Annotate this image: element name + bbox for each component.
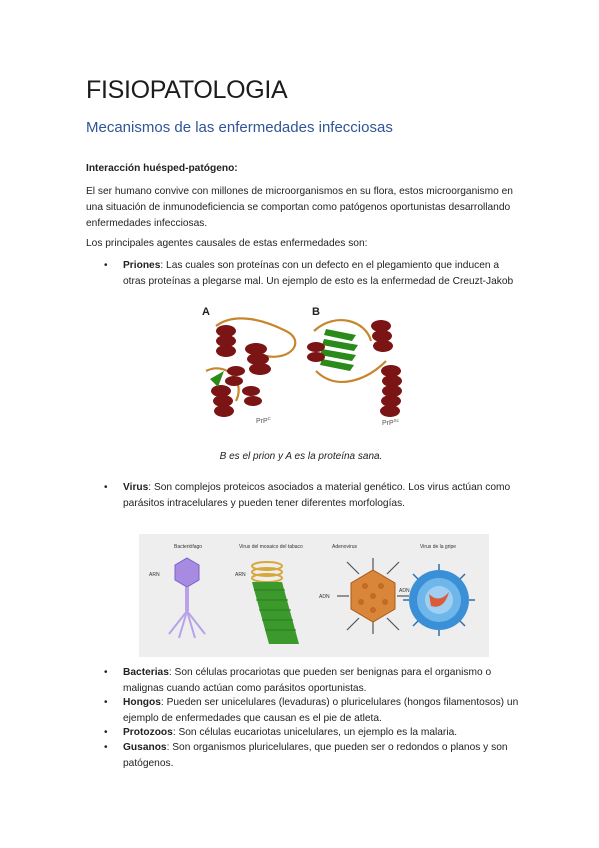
paragraph-intro: El ser humano convive con millones de microorganismos en su flora, estos microorganismo en una situación de inmunodeficiencia se comportan como patógenos oportunistas desarrollando enfermedades infecciosas. — [86, 186, 513, 229]
bullet-term: Protozoos — [123, 727, 173, 738]
virus-tag: ADN — [399, 588, 410, 594]
section-heading: Interacción huésped-patógeno: — [86, 163, 238, 174]
bullet-icon: • — [104, 697, 108, 708]
protein-b-structure — [307, 320, 402, 417]
virus-label: Bacteriófago — [174, 544, 203, 550]
bullet-term: Bacterias — [123, 667, 169, 678]
adenovirus-icon — [337, 558, 409, 634]
virus-tag: ARN — [235, 572, 246, 578]
bullet-term: Gusanos — [123, 742, 167, 753]
bullet-term: Priones — [123, 260, 161, 271]
virus-label: Virus de la gripe — [420, 544, 457, 550]
bullet-icon: • — [104, 742, 108, 753]
influenza-virus-icon — [403, 564, 475, 636]
figure-label-b: B — [312, 306, 320, 318]
page-title: FISIOPATOLOGIA — [86, 76, 288, 104]
bullet-icon: • — [104, 482, 108, 493]
bullet-term: Hongos — [123, 697, 161, 708]
protein-a-structure — [206, 318, 295, 417]
list-item — [86, 740, 516, 774]
list-item — [86, 480, 516, 514]
prion-figure — [196, 301, 426, 436]
bullet-text: : Las cuales son proteínas con un defecto en el plegamiento que inducen a otras proteínas a plegarse mal. Un ejemplo de esto es la enfermedad de Creuzt-Jakob — [123, 260, 514, 287]
bacteriophage-icon — [169, 558, 205, 638]
page-subtitle: Mecanismos de las enfermedades infecciosas — [86, 119, 393, 136]
bullet-text: : Son células procariotas que pueden ser benignas para el organismo o malignas cuando actúan como parásitos oportunistas. — [123, 667, 492, 694]
virus-label: Virus del mosaico del tabaco — [239, 544, 303, 550]
virus-tag: ARN — [149, 572, 160, 578]
bullet-icon: • — [104, 667, 108, 678]
list-item — [86, 665, 516, 699]
figure-caption: B es el prion y A es la proteína sana. — [219, 451, 383, 462]
bullet-text: : Son complejos proteicos asociados a material genético. Los virus actúan como parásitos intracelulares y pueden tener diferentes morfologías. — [123, 482, 511, 509]
virus-label: Adenovirus — [332, 544, 358, 550]
paragraph-agents: Los principales agentes causales de estas enfermedades son: — [86, 238, 368, 249]
bullet-text: : Son organismos pluricelulares, que pueden ser o redondos o planos y son patógenos. — [123, 742, 508, 769]
list-item — [86, 258, 516, 292]
list-item — [86, 695, 519, 729]
virus-tag: ADN — [319, 594, 330, 600]
bullet-icon: • — [104, 260, 108, 271]
bullet-text: : Son células eucariotas unicelulares, un ejemplo es la malaria. — [172, 727, 458, 738]
prpsc-label: PrP$^{Sc}$ — [382, 418, 399, 427]
tobacco-mosaic-virus-icon — [252, 562, 299, 644]
bullet-text: : Pueden ser unicelulares (levaduras) o pluricelulares (hongos filamentosos) un ejemplo de enfermedades que causan es el pie de atleta. — [123, 697, 519, 724]
figure-label-a: A — [202, 306, 210, 318]
bullet-term: Virus — [123, 482, 149, 493]
bullet-icon: • — [104, 727, 108, 738]
virus-figure — [139, 534, 489, 657]
prpc-label: PrP$^C$ — [256, 416, 271, 425]
